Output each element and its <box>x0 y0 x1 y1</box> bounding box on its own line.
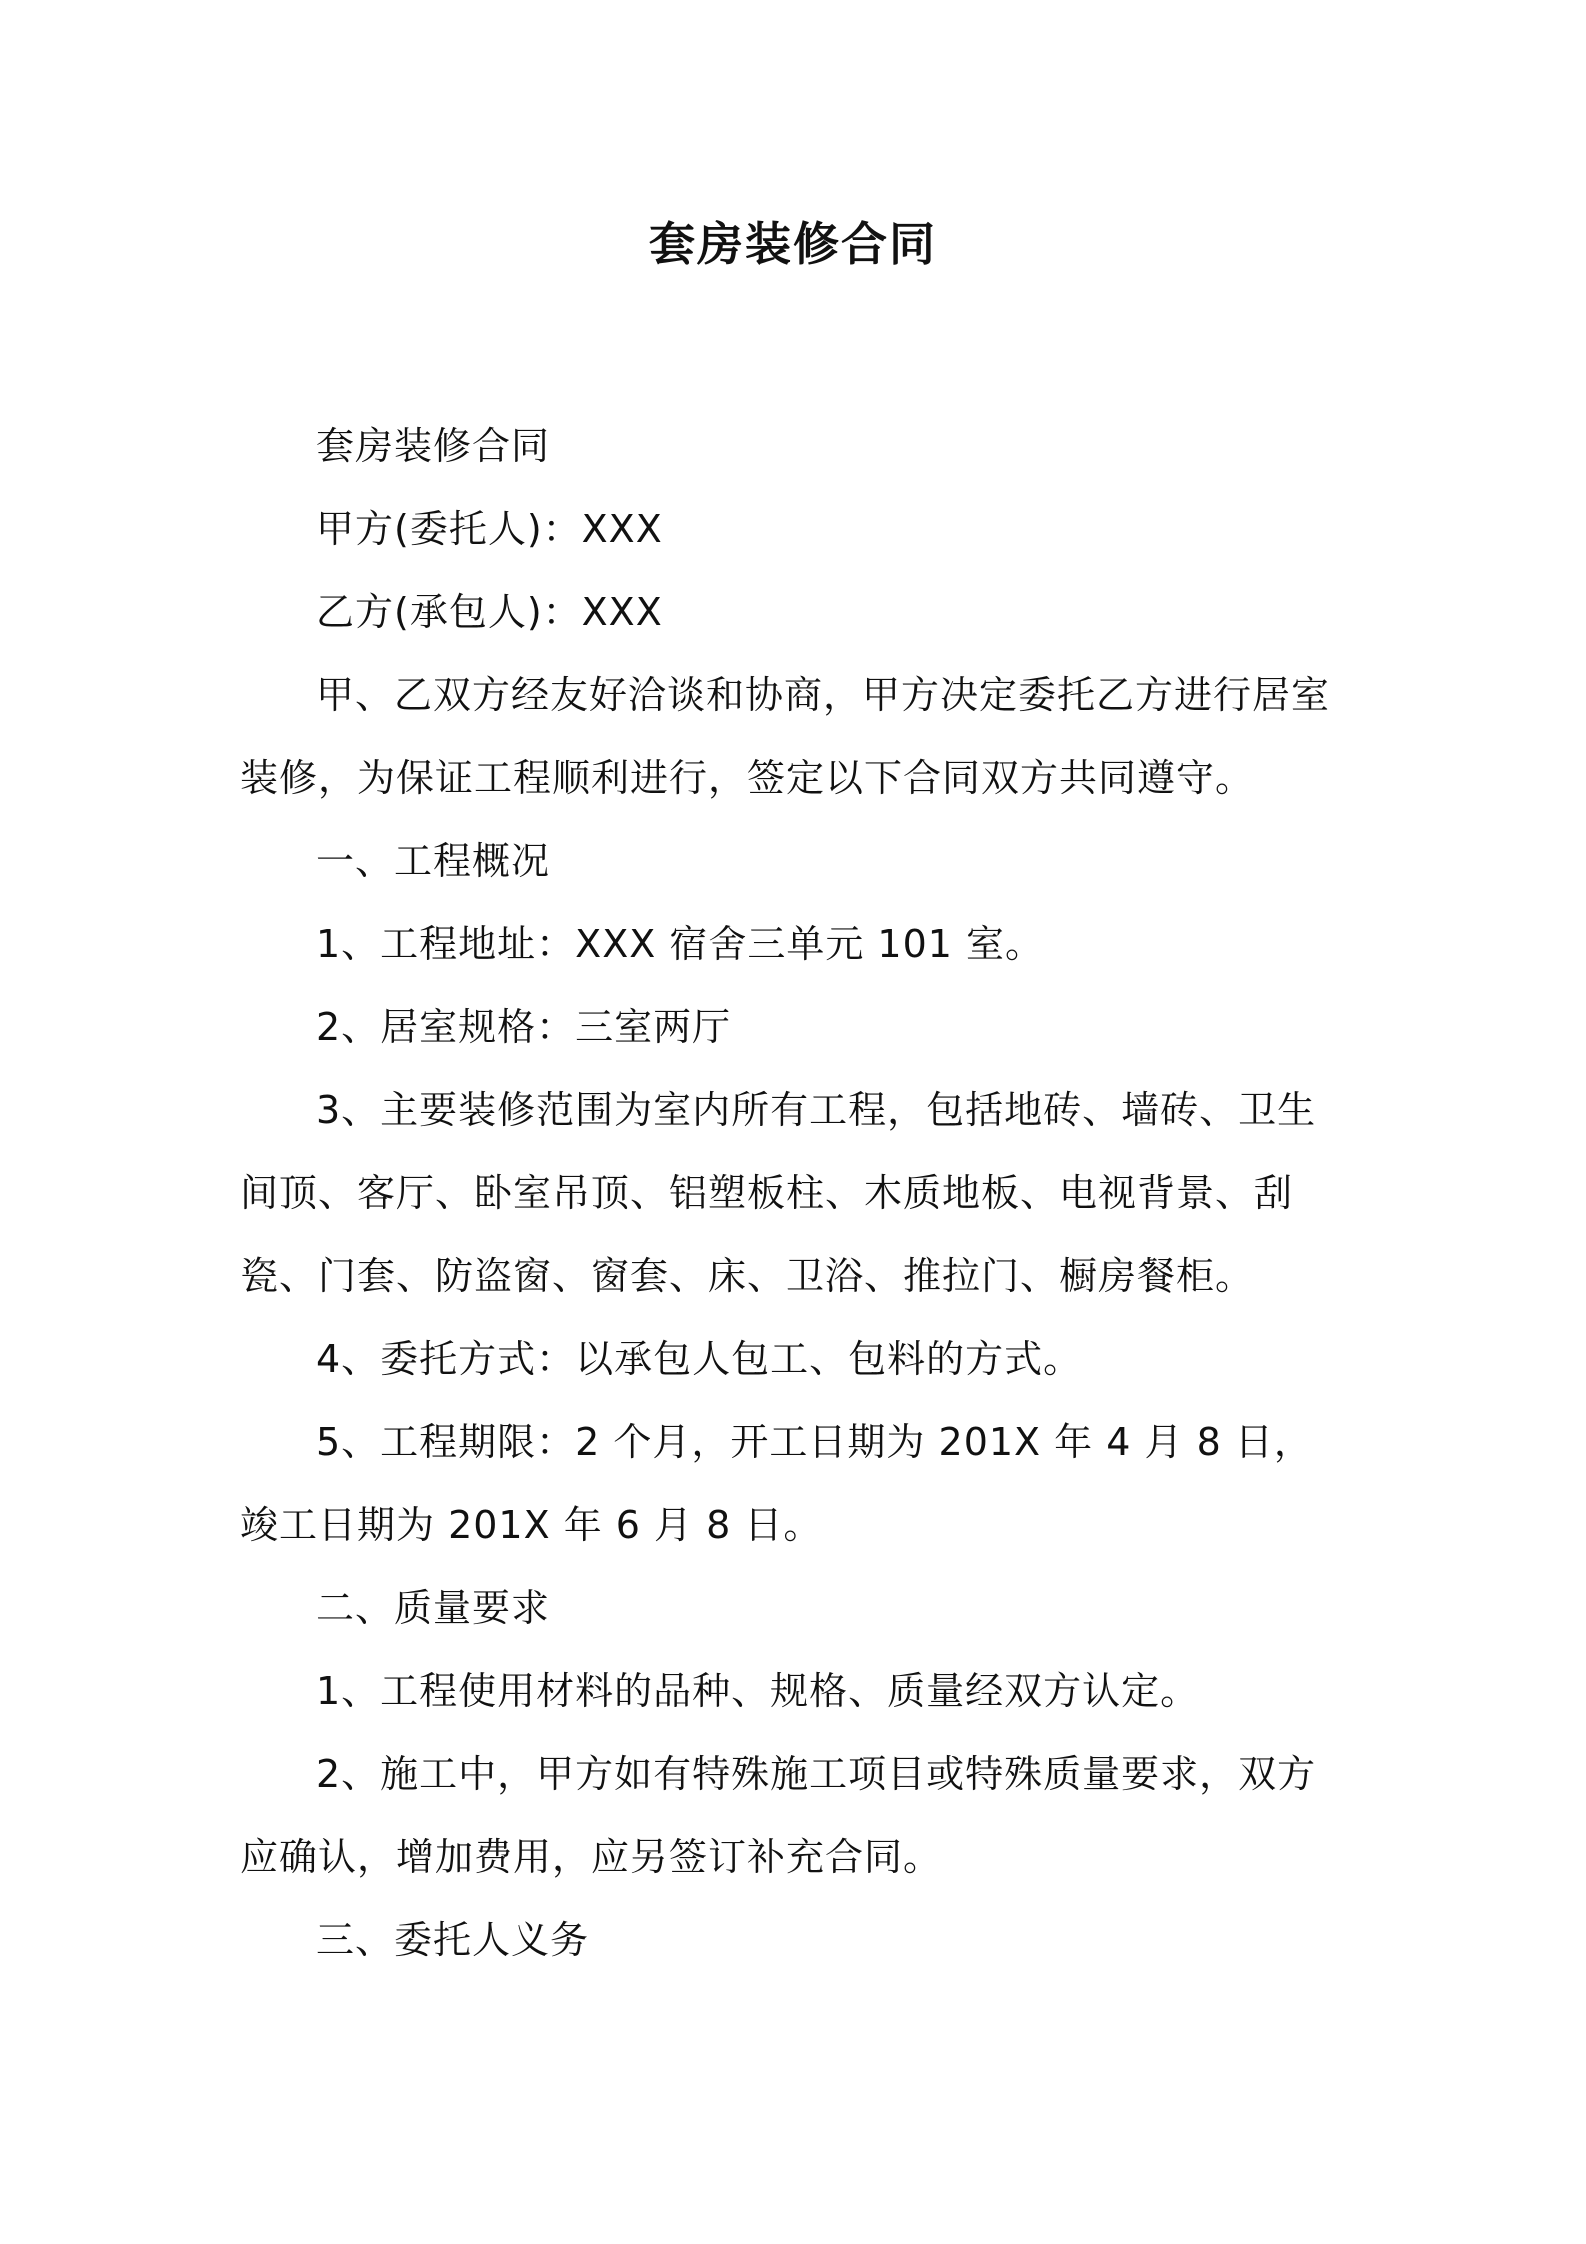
contract-name-line: 套房装修合同 <box>316 424 551 468</box>
overview-item-address: 1、工程地址：XXX 宿舍三单元 101 室。 <box>316 922 1045 966</box>
quality-item-materials: 1、工程使用材料的品种、规格、质量经双方认定。 <box>316 1669 1200 1713</box>
intro-paragraph: 甲、乙双方经友好洽谈和协商，甲方决定委托乙方进行居室装修，为保证工程顺利进行，签定以下合同双方共同遵守。 <box>240 673 1331 800</box>
quality-item-special: 2、施工中，甲方如有特殊施工项目或特殊质量要求，双方应确认，增加费用，应另签订补充合同。 <box>240 1752 1317 1879</box>
party-a-line: 甲方(委托人)：XXX <box>316 507 663 551</box>
document-body <box>240 405 1350 1982</box>
overview-item-method: 4、委托方式：以承包人包工、包料的方式。 <box>316 1337 1083 1381</box>
section-heading-overview: 一、工程概况 <box>316 839 551 883</box>
overview-item-period: 5、工程期限：2 个月，开工日期为 201X 年 4 月 8 日，竣工日期为 201X 年 6 月 8 日。 <box>240 1420 1313 1547</box>
overview-item-scope: 3、主要装修范围为室内所有工程，包括地砖、墙砖、卫生间顶、客厅、卧室吊顶、铝塑板柱、木质地板、电视背景、刮瓷、门套、防盗窗、窗套、床、卫浴、推拉门、橱房餐柜。 <box>240 1088 1317 1298</box>
overview-item-spec: 2、居室规格：三室两厅 <box>316 1005 732 1049</box>
document-title: 套房装修合同 <box>649 217 937 271</box>
section-heading-client-duties: 三、委托人义务 <box>316 1918 590 1962</box>
party-b-line: 乙方(承包人)：XXX <box>316 590 663 634</box>
section-heading-quality: 二、质量要求 <box>316 1586 551 1630</box>
